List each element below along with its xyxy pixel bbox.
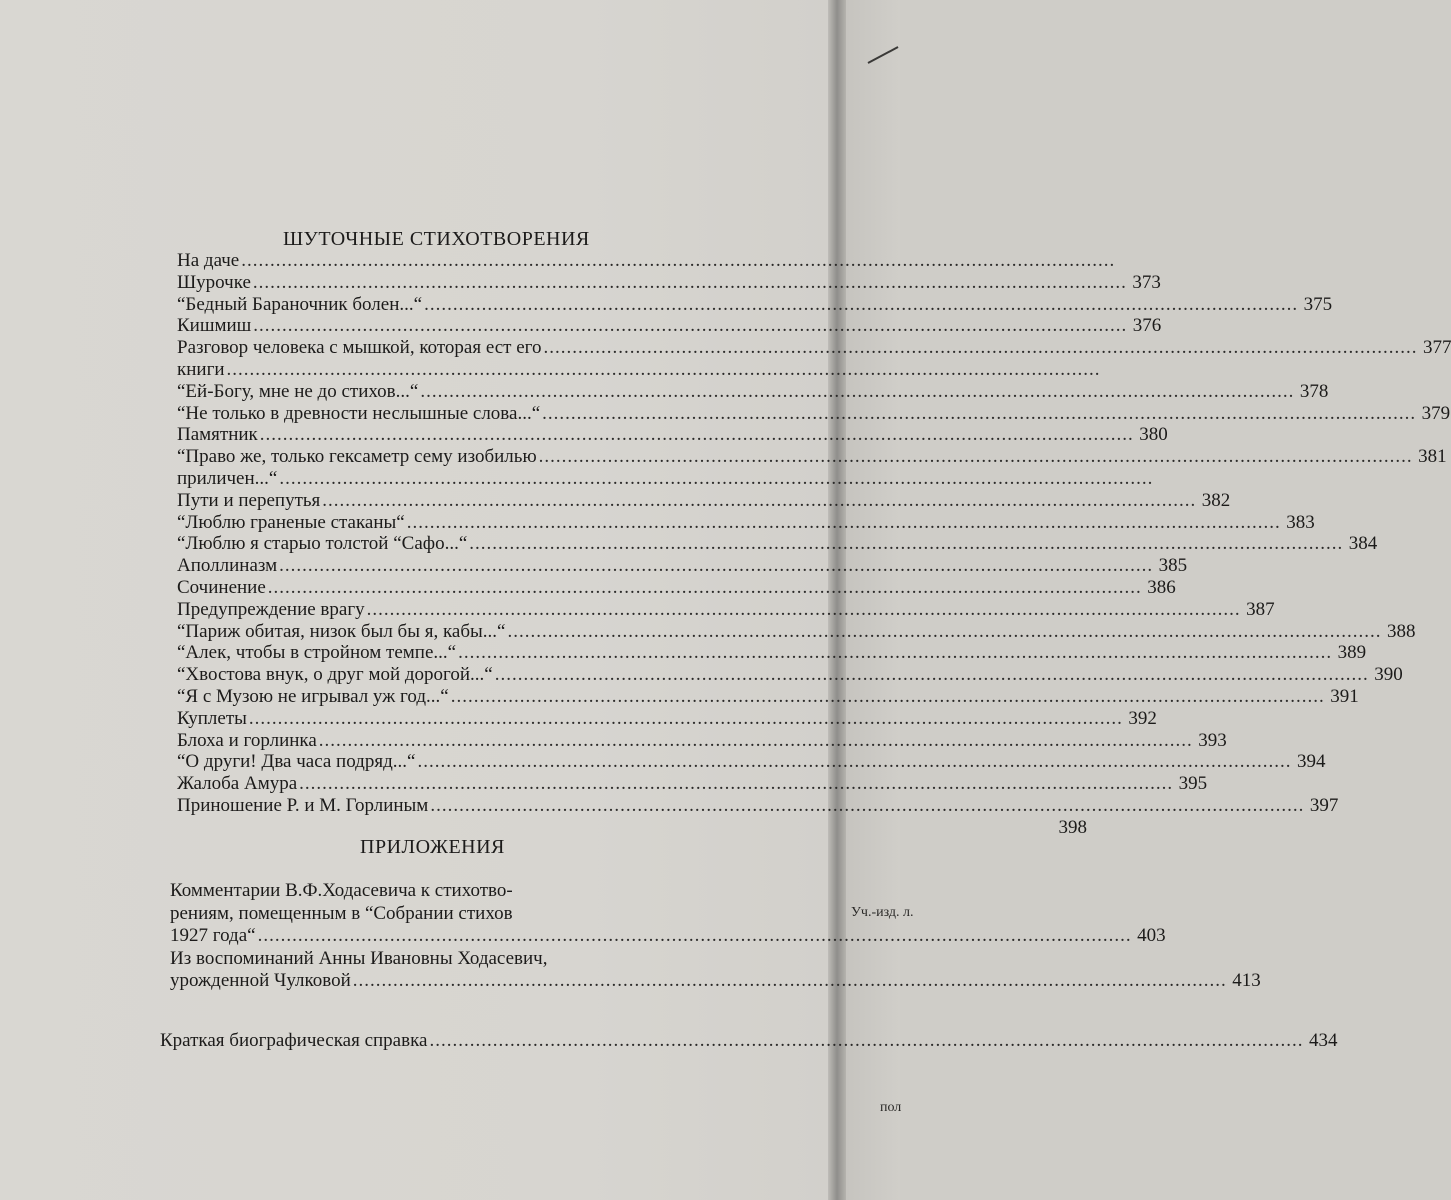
toc-entry: Предупреждение врагу ..... 387 — [177, 599, 705, 621]
toc-entry: Приношение Р. и М. Горлиным ..... 397 — [177, 795, 705, 817]
toc-humorous-poems — [177, 250, 1451, 839]
toc-entry: “Люблю я старыо толстой “Сафо...“ ..... 384 — [177, 533, 705, 555]
toc-entry: Памятник ..... 380 — [177, 424, 705, 446]
toc-entry: Краткая биографическая справка ..... 434 — [160, 1030, 693, 1052]
toc-entry: “Париж обитая, низок был бы я, кабы...“ ..... 388 — [177, 621, 705, 643]
toc-entry: урожденной Чулковой ..... 413 — [170, 970, 698, 993]
toc-entry: Жалоба Амура ..... 395 — [177, 773, 705, 795]
toc-entry: “Алек, чтобы в стройном темпе...“ ..... 389 — [177, 642, 705, 664]
toc-entry: “Не только в древности неслышные слова...“ ..... 379 — [177, 403, 705, 425]
toc-biography — [160, 1030, 1338, 1052]
toc-entry: “Бедный Бараночник болен...“ ..... 375 — [177, 294, 705, 316]
toc-entry: приличен...“ ..... — [177, 468, 705, 490]
toc-entry: “Я с Музою не игрывал уж год...“ ..... 391 — [177, 686, 705, 708]
toc-entry: “Люблю граненые стаканы“ ..... 383 — [177, 512, 705, 534]
margin-fragment: пол — [880, 1100, 902, 1115]
toc-entry: Куплеты ..... 392 — [177, 708, 705, 730]
toc-entry: Кишмиш ..... 376 — [177, 315, 705, 337]
toc-entry: 398 — [1058, 816, 1087, 838]
toc-entry: Пути и перепутья ..... 382 — [177, 490, 705, 512]
toc-entry: Сочинение ..... 386 — [177, 577, 705, 599]
toc-entry: “Право же, только гексаметр сему изобилью ..... 381 — [177, 446, 705, 468]
toc-entry: Блоха и горлинка ..... 393 — [177, 730, 705, 752]
toc-entry: “О други! Два часа подряд...“ ..... 394 — [177, 751, 705, 773]
toc-entry: Разговор человека с мышкой, которая ест его ..... 377 — [177, 337, 705, 359]
toc-entry: книги ..... — [177, 359, 705, 381]
toc-entry: рениям, помещенным в “Собрании стихов — [170, 902, 513, 924]
toc-entry: “Хвостова внук, о друг мой дорогой...“ ..... 390 — [177, 664, 705, 686]
section-title-appendices: ПРИЛОЖЕНИЯ — [360, 836, 505, 858]
margin-fragment: Уч.-изд. л. — [851, 905, 914, 920]
toc-entry: Из воспоминаний Анны Ивановны Ходасевич, — [170, 947, 548, 969]
section-title-humorous-poems: ШУТОЧНЫЕ СТИХОТВОРЕНИЯ — [283, 228, 590, 250]
toc-entry: “Ей-Богу, мне не до стихов...“ ..... 378 — [177, 381, 705, 403]
toc-entry: Аполлиназм ..... 385 — [177, 555, 705, 577]
toc-entry: Комментарии В.Ф.Ходасевича к стихотво- — [170, 880, 513, 901]
toc-entry: На даче ..... — [177, 250, 705, 272]
toc-entry: Шурочке ..... 373 — [177, 272, 705, 294]
toc-entry: 1927 года“ ..... 403 — [170, 925, 698, 948]
